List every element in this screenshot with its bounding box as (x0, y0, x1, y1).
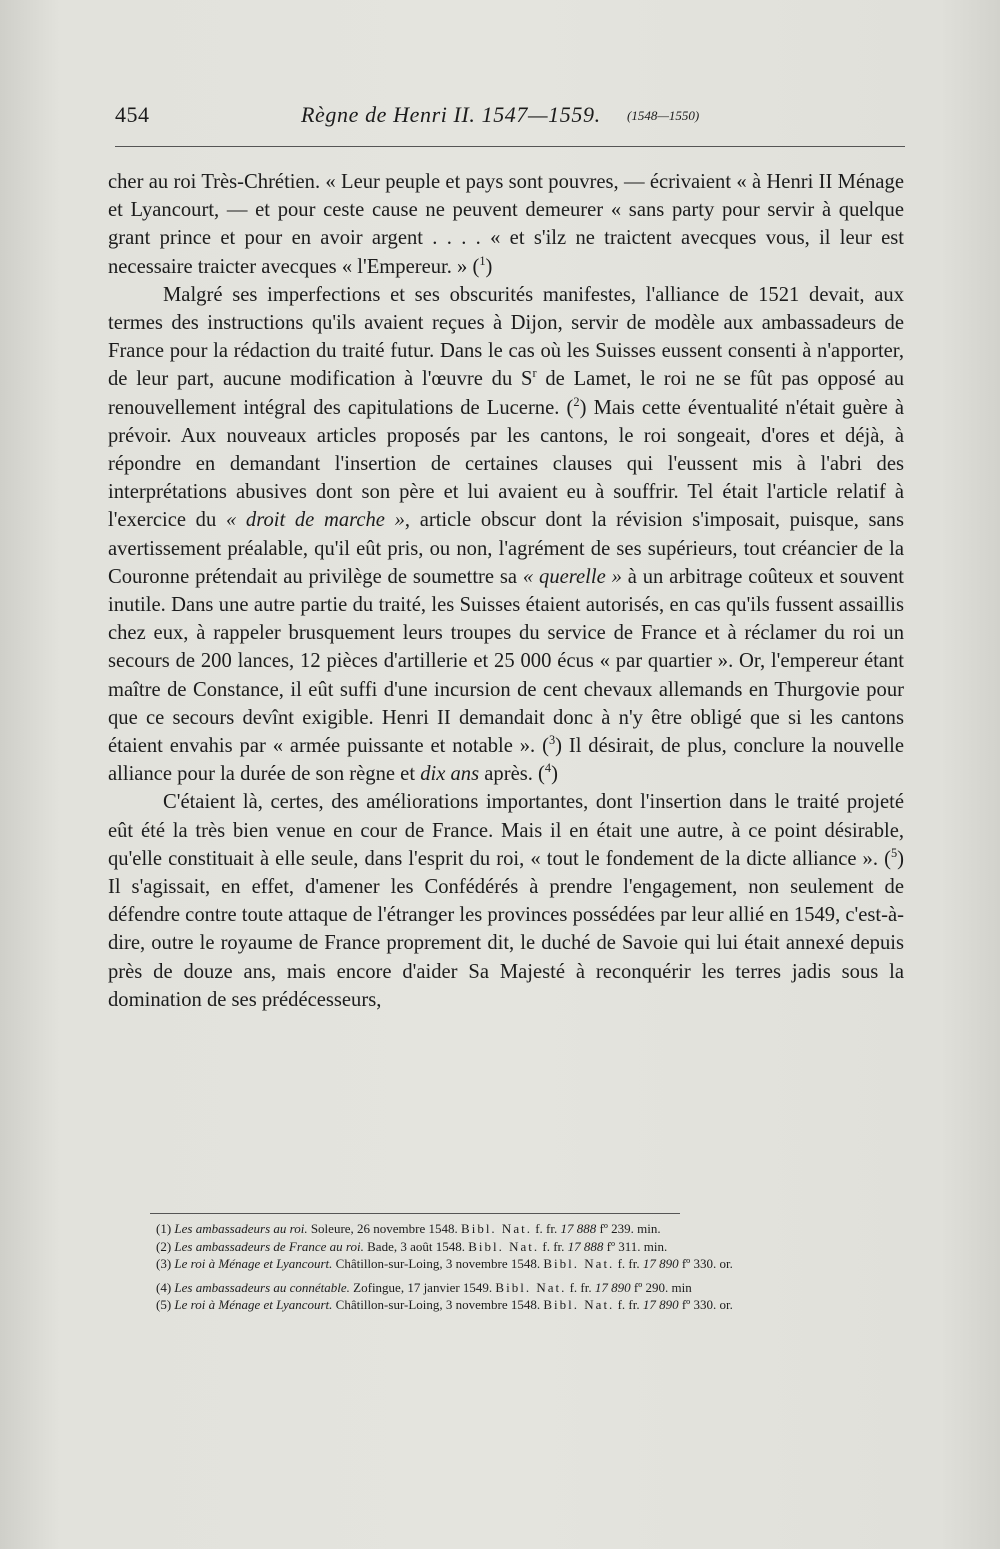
text-run: Châtillon-sur-Loing, 3 novembre 1548. (332, 1297, 544, 1312)
text-run: ) Il désirait, de plus, conclure la nouvelle alliance pour la durée de son règne et (108, 735, 904, 786)
italic-text: 17 890 (642, 1297, 679, 1312)
text-run: fº 239. min. (596, 1221, 661, 1236)
text-run: ) Il s'agissait, en effet, d'amener les Confédérés à prendre l'engagement, non seulement de défendre contre toute attaque de l'étranger les provinces possédées par leur allié en 1549, c'est-à-dire, outre le royaume de France proprement dit, le duché de Savoie qui lui était annexé depuis près de douze ans, mais encore d'aider Sa Majesté à reconquérir les terres jadis sous la domination de ses prédécesseurs, (108, 847, 904, 1011)
text-run: fº 290. min (630, 1279, 692, 1295)
footnotes (108, 1220, 904, 1314)
italic-text: Les ambassadeurs au roi. (174, 1221, 308, 1236)
note-reference: 1 (479, 253, 486, 268)
italic-text: 17 890 (594, 1279, 631, 1295)
italic-text: 17 890 (642, 1256, 679, 1271)
text-run: de Lamet, le roi ne se fût pas opposé au renouvellement intégral des capitulations de Lucerne. ( (108, 368, 905, 419)
text-run: f. fr. (614, 1256, 643, 1271)
text-run: fº 311. min. (603, 1238, 668, 1254)
spaced-text: Bibl. Nat. (495, 1279, 567, 1295)
body-paragraph (108, 168, 904, 281)
text-run: ) Mais cette éventualité n'était guère à prévoir. Aux nouveaux articles proposés par les cantons, le roi songeait, d'ores et déjà, à répondre en demandant l'insertion de certaines clauses qui l'eussent mis à l'abri des interprétations abusives dont son père et lui avaient eu à souffrir. Tel était l'article relatif à l'exercice du (108, 396, 904, 532)
text-run: ) (551, 763, 558, 786)
note-reference: r (532, 366, 537, 381)
running-dates: (1548—1550) (627, 108, 700, 123)
running-head (115, 102, 905, 132)
italic-text: Les ambassadeurs de France au roi. (174, 1238, 364, 1254)
text-run: (4) (156, 1279, 175, 1295)
text-run: à un arbitrage coûteux et souvent inutile. Dans une autre partie du traité, les Suisses étaient autorisés, en cas qu'ils fussent assaillis chez eux, à rappeler brusquement leurs troupes du service de France et à réclamer du roi un secours de 200 lances, 12 pièces d'artillerie et 25 000 écus « par quartier ». Or, l'empereur étant maître de Constance, il eût suffi d'une incursion de cent chevaux allemands en Thurgovie pour que ce secours devînt exigible. Henri II demandait donc à n'y être obligé que si les cantons étaient envahis par « armée puissante et notable ». ( (108, 565, 904, 758)
footnote (108, 1255, 904, 1273)
text-run: fº 330. or. (678, 1256, 733, 1271)
note-reference: 4 (544, 761, 552, 776)
spaced-text: Bibl. Nat. (468, 1238, 540, 1254)
text-run: f. fr. (614, 1297, 643, 1312)
text-run: (5) (156, 1297, 175, 1312)
spaced-text: Bibl. Nat. (543, 1297, 615, 1312)
italic-text: « droit de marche » (225, 509, 405, 532)
text-run: f. fr. (531, 1221, 561, 1236)
italic-text: dix ans (420, 763, 480, 786)
text-run: Malgré ses imperfections et ses obscurités manifestes, l'alliance de 1521 devait, aux termes des instructions qu'ils avaient reçues à Dijon, servir de modèle aux ambassadeurs de France pour la rédaction du traité futur. Dans le cas où les Suisses eussent consenti à n'apporter, de leur part, aucune modification à l'œuvre du S (108, 283, 904, 391)
note-reference: 5 (890, 846, 898, 861)
text-run: C'étaient là, certes, des améliorations importantes, dont l'insertion dans le traité projeté eût été la très bien venue en cour de France. Mais il en était une autre, à ce point désirable, qu'elle constituait à elle seule, dans l'esprit du roi, « tout le fondement de la dicte alliance ». ( (108, 791, 904, 870)
italic-text: « querelle » (522, 565, 622, 588)
text-run: (2) (156, 1238, 175, 1254)
text-run: f. fr. (566, 1279, 595, 1295)
footnote (108, 1279, 904, 1297)
text-run: fº 330. or. (678, 1297, 733, 1312)
italic-text: 17 888 (567, 1238, 604, 1254)
body-paragraph (108, 281, 904, 789)
spaced-text: Bibl. Nat. (543, 1256, 615, 1271)
running-title: Règne de Henri II. 1547—1559. (301, 102, 601, 127)
page-number: 454 (115, 102, 150, 127)
text-run: (3) (156, 1256, 175, 1271)
text-run: Châtillon-sur-Loing, 3 novembre 1548. (332, 1256, 544, 1271)
body-paragraph (108, 788, 904, 1014)
footnote (108, 1220, 904, 1238)
italic-text: 17 888 (560, 1221, 597, 1236)
footnote (108, 1296, 904, 1314)
text-run: (1) (156, 1221, 175, 1236)
italic-text: Le roi à Ménage et Lyancourt. (174, 1256, 333, 1271)
italic-text: Le roi à Ménage et Lyancourt. (174, 1297, 333, 1312)
body-text (108, 168, 904, 1014)
spaced-text: Bibl. Nat. (461, 1221, 532, 1236)
text-run: Soleure, 26 novembre 1548. (307, 1221, 462, 1236)
text-run: f. fr. (539, 1238, 568, 1254)
footnote (108, 1238, 904, 1256)
text-run: Zofingue, 17 janvier 1549. (349, 1279, 496, 1295)
text-run: , article obscur dont la révision s'imposait, puisque, sans avertissement préalable, qu'il eût pris, ou non, l'agrément de ses supérieurs, tout créancier de la Couronne prétendait au privilège de soumettre sa (108, 509, 904, 588)
italic-text: Les ambassadeurs au connétable. (174, 1279, 350, 1295)
text-run: après. ( (479, 763, 545, 786)
note-reference: 2 (573, 394, 580, 409)
text-run: Bade, 3 août 1548. (363, 1238, 469, 1254)
text-run: ) (485, 255, 493, 278)
note-reference: 3 (548, 733, 556, 748)
footnote-rule (150, 1213, 680, 1214)
header-rule (115, 146, 905, 147)
text-run: cher au roi Très-Chrétien. « Leur peuple et pays sont pouvres, — écrivaient « à Henri II Ménage et Lyancourt, — et pour ceste cause ne peuvent demeurer « sans party pour servir à quelque grant prince et pour en avoir argent . . . . « et s'ilz ne traictent avecques vous, il leur est necessaire traicter avecques « l'Empereur. » ( (108, 171, 904, 278)
